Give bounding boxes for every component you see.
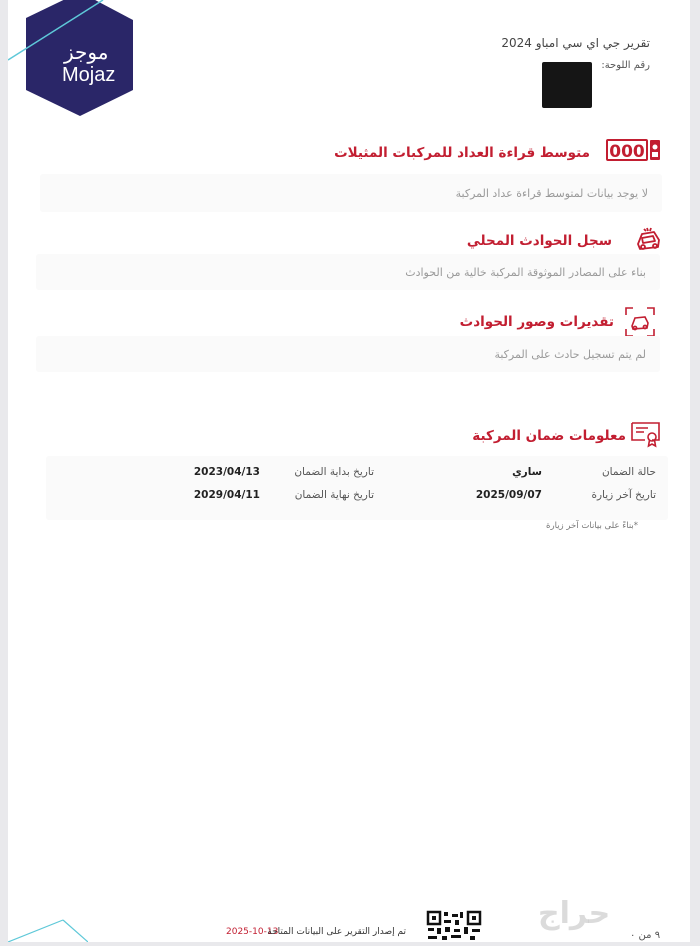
- warranty-end-value: 2029/04/11: [193, 489, 260, 501]
- plate-number-label: رقم اللوحة:: [601, 60, 650, 71]
- warranty-status-value: ساري: [512, 466, 542, 478]
- certificate-icon: [630, 420, 662, 452]
- warranty-start-value: 2023/04/13: [193, 466, 260, 478]
- haraj-watermark: حراج: [538, 896, 611, 931]
- odometer-message: لا يوجد بيانات لمتوسط قراءة عداد المركبة: [40, 174, 662, 212]
- warranty-info-table: [46, 456, 668, 520]
- odometer-icon-text: 000: [609, 142, 645, 162]
- report-title: تقرير جي اي سي امباو 2024: [501, 36, 650, 50]
- warranty-start-label: تاريخ بداية الضمان: [294, 466, 374, 478]
- issue-note: تم إصدار التقرير على البيانات المتاحة: [267, 927, 406, 937]
- mojaz-logo: [8, 0, 148, 125]
- logo-text-english: Mojaz: [62, 64, 116, 86]
- report-page: [8, 0, 690, 942]
- accident-estimates-message: لم يتم تسجيل حادث على المركبة: [36, 336, 660, 372]
- warranty-note: *بناءً على بيانات آخر زيارة: [546, 521, 638, 531]
- plate-number-redacted: [542, 62, 592, 108]
- odometer-section-title: متوسط قراءة العداد للمركبات المثيلات: [334, 145, 590, 161]
- qr-code: [426, 910, 482, 942]
- odometer-icon: [606, 138, 662, 166]
- warranty-status-label: حالة الضمان: [601, 466, 656, 478]
- issue-date: 2025-10-13: [226, 927, 279, 937]
- local-accidents-title: سجل الحوادث المحلي: [466, 233, 612, 249]
- local-accidents-message: بناء على المصادر الموثوقة المركبة خالية من الحوادث: [36, 254, 660, 290]
- warranty-end-label: تاريخ نهاية الضمان: [294, 489, 374, 501]
- footer-decoration: [8, 912, 88, 942]
- warranty-section-title: معلومات ضمان المركبة: [472, 428, 626, 444]
- last-visit-label: تاريخ آخر زيارة: [591, 489, 656, 501]
- page-number: ٩ من ٠: [630, 930, 661, 941]
- last-visit-value: 2025/09/07: [475, 489, 542, 501]
- logo-text-arabic: موجز: [64, 40, 109, 64]
- accident-estimates-title: تقديرات وصور الحوادث: [459, 314, 614, 330]
